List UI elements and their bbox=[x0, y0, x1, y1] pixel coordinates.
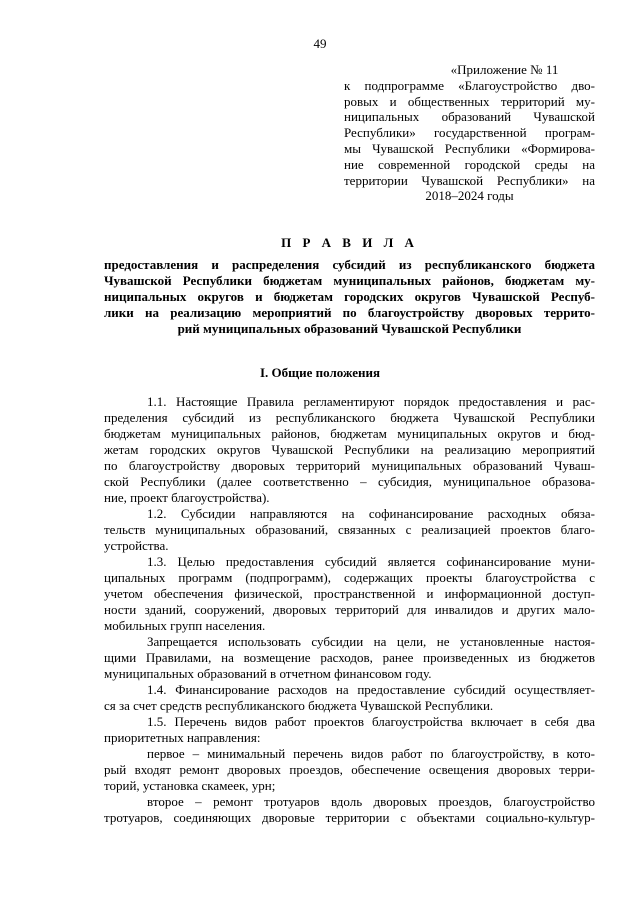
paragraph-line: ской Республики (далее соответственно – субсидия, муниципальное образова- bbox=[104, 474, 595, 489]
paragraph-line: 1.3. Целью предоставления субсидий является софинансирование муни- bbox=[147, 554, 595, 569]
paragraph-line: второе – ремонт тротуаров вдоль дворовых проездов, благоустройство bbox=[147, 794, 595, 809]
title-line: рий муниципальных образований Чувашской Республики bbox=[177, 321, 522, 336]
appendix-line: 2018–2024 годы bbox=[425, 188, 514, 204]
appendix-line: мы Чувашской Республики «Формирова- bbox=[344, 140, 595, 156]
title-line: Чувашской Республики бюджетам муниципальных районов, бюджетам му- bbox=[104, 273, 595, 288]
paragraph-line: жетам городских округов Чувашской Республики на реализацию мероприятий bbox=[104, 442, 595, 457]
paragraph-line: муниципальных образований в отчетном финансовом году. bbox=[104, 666, 432, 681]
appendix-line: ние современной городской среды на bbox=[344, 156, 595, 172]
document-title bbox=[104, 235, 595, 337]
paragraph-line: 1.2. Субсидии направляются на софинансирование расходных обяза- bbox=[147, 506, 595, 521]
title-line: ниципальных округов и бюджетам городских округов Чувашской Респуб- bbox=[104, 289, 595, 304]
paragraph-line: первое – минимальный перечень видов работ по благоустройству, в кото- bbox=[147, 746, 595, 761]
paragraph-line: мобильных групп населения. bbox=[104, 618, 266, 633]
paragraph-line: ципальных программ (подпрограмм), содержащих проекты благоустройства с bbox=[104, 570, 595, 585]
appendix-reference bbox=[344, 62, 595, 204]
appendix-line: территории Чувашской Республики» на bbox=[344, 172, 595, 188]
paragraph-line: приоритетных направления: bbox=[104, 730, 261, 745]
paragraph-line: пределения субсидий из республиканского бюджета Чувашской Республики bbox=[104, 410, 595, 425]
paragraph-line: 1.1. Настоящие Правила регламентируют порядок предоставления и рас- bbox=[147, 394, 595, 409]
paragraph-line: ние, проект благоустройства). bbox=[104, 490, 270, 505]
paragraph-line: ности зданий, сооружений, дворовых территорий для инвалидов и других мало- bbox=[104, 602, 595, 617]
paragraph-line: рый входят ремонт дворовых проездов, обеспечение освещения дворовых терри- bbox=[104, 762, 595, 777]
appendix-line: к подпрограмме «Благоустройство дво- bbox=[344, 77, 595, 93]
paragraph-line: учетом обеспечения физической, пространственной и информационной доступ- bbox=[104, 586, 595, 601]
title-line: лики на реализацию мероприятий по благоустройству дворовых террито- bbox=[104, 305, 595, 320]
paragraph-line: тельств муниципальных образований, связанных с реализацией проектов благо- bbox=[104, 522, 595, 537]
page-number: 49 bbox=[313, 36, 327, 51]
paragraph-line: Запрещается использовать субсидии на цели, не установленные настоя- bbox=[147, 634, 595, 649]
paragraph-line: 1.5. Перечень видов работ проектов благоустройства включает в себя два bbox=[147, 714, 595, 729]
appendix-line: ровых и общественных территорий му- bbox=[344, 93, 595, 109]
paragraph-line: ся за счет средств республиканского бюджета Чувашской Республики. bbox=[104, 698, 494, 713]
paragraph-line: щими Правилами, на возмещение расходов, ранее произведенных из бюджетов bbox=[104, 650, 595, 665]
paragraph-line: торий, установка скамеек, урн; bbox=[104, 778, 276, 793]
body-text bbox=[104, 394, 595, 826]
title-line: предоставления и распределения субсидий из республиканского бюджета bbox=[104, 257, 595, 272]
appendix-line: «Приложение № 11 bbox=[450, 62, 559, 77]
paragraph-line: 1.4. Финансирование расходов на предоставление субсидий осуществляет- bbox=[147, 682, 595, 697]
appendix-line: Республики» государственной програм- bbox=[344, 125, 595, 141]
section-heading: I. Общие положения bbox=[260, 365, 380, 380]
appendix-line: ниципальных образований Чувашской bbox=[344, 109, 595, 125]
paragraph-line: тротуаров, соединяющих дворовые территории с объектами социально-культур- bbox=[104, 810, 595, 825]
paragraph-line: устройства. bbox=[104, 538, 169, 553]
paragraph-line: бюджетам муниципальных районов, бюджетам муниципальных округов и бюд- bbox=[104, 426, 595, 441]
title-heading: П Р А В И Л А bbox=[281, 235, 418, 250]
paragraph-line: по благоустройству дворовых территорий муниципальных образований Чуваш- bbox=[104, 458, 595, 473]
